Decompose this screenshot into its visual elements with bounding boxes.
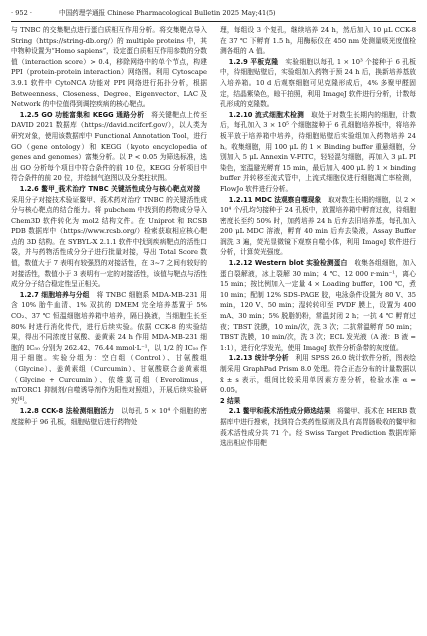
page-number: · 952 · <box>11 9 32 17</box>
section-1-2-8 <box>11 406 207 427</box>
header-rule <box>11 21 416 22</box>
section-heading: 1.2.10 流式细胞术检测 <box>228 110 305 119</box>
left-column <box>11 25 207 633</box>
page-header <box>11 6 416 20</box>
section-1-2-9 <box>220 57 416 110</box>
citation-reference: [6] <box>17 396 25 402</box>
section-heading: 1.2.11 MDC 法观察自噬现象 <box>228 195 322 204</box>
section-1-2-7: 1.2.7 细胞培养与分组 将 TNBC 细胞系 MDA-MB-231 用含 10% 胎牛血清、1% 双抗的 DMEM 完全培养基置于 5% CO₂、37 ℃ 恒温细胞培养箱中培养，隔日换液，当细胞生长至 80% 时进行消化传代，进行后续实验。依据 CCK-8 的实验结果，得出不同浓度甘氨酸、姜黄素 24 h 作用 MDA-MB-231 细胞的 IC₅₀ 分别为 262.42、76.44 mmol·L⁻¹，以 1/2 的 IC₅₀ 作用于细胞。实验分组为：空白组（Control）、甘氨酸组（Glycine）、姜黄素组（Curcumin）、甘氨酸联合姜黄素组（Glycine + Curcumin）、依维莫司组（Everolimus，mTORC1 抑制剂/自噬诱导剂作为阳性对照组），开展后续实验研究[6]。 <box>11 290 207 405</box>
section-body: 取对数生长期的细胞，以 2 × 10⁴ 个/孔均匀接种于 24 孔板中，放置培养箱中孵育过夜，待细胞密度长至约 50% 时，加药培养 24 h 后弃去旧培养基，每孔加入 200 μL MDC 溶液，孵育 40 min 后弃去染液，Assay Buffer 润洗 3 遍，荧光显微镜下观察自噬小体，利用 ImageJ 软件进行分析，计算荧光强度。 <box>220 195 416 257</box>
section-body: 利用 SPSS 26.0 统计软件分析，图表绘制采用 GraphPad Prism 8.0 处理。符合正态分布的计量数据以 x̄ ± s 表示，组间比较采用单因素方差分析，检验水准 α = 0.05。 <box>220 354 416 395</box>
cck8-continued-paragraph: 理，每组设 3 个复孔，继续培养 24 h，然后加入 10 μL CCK-8 在 37 ℃ 下孵育 1.5 h，用酶标仪在 450 nm 处测量吸光度值检测各组的 A 值。 <box>220 26 416 56</box>
section-body: 实验细胞以每孔 1 × 10³ 个接种于 6 孔板中，待细胞贴壁后，实验组加入药物于预 24 h 后，换新培养基放入培养箱。10 d 后观察细胞可见克隆形成后，4% 多聚甲醛固定，结晶紫染色，晾干拍照，利用 ImageJ 软件进行分析，计数每孔形成的克隆数。 <box>220 57 416 109</box>
section-heading: 1.2.8 CCK-8 法检测细胞活力 <box>19 407 115 416</box>
section-heading: 1.2.13 统计学分析 <box>228 354 289 363</box>
section-body: 取处于对数生长期内的细胞，计数后，每孔加入 3 × 10⁵ 个细胞接种于 6 孔细胞培养板中，将培养板平放于培养箱中培养，待细胞贴壁后实验组加入药物培养 24 h。收集细胞，用 100 μL 的 1 × Binding buffer 重悬细胞，分别加入 5 μL Annexin V-FITC，轻轻混匀细胞，再加入 3 μL PI 染色，室温避光孵育 15 min，最后加入 400 μL 的 1 × binding buffer 并转移至流式管中，上流式细胞仪进行细胞凋亡率检测，FlowJo 软件进行分析。 <box>220 110 416 193</box>
section-1-2-5 <box>11 110 207 184</box>
section-heading: 1.2.12 Western blot 实验检测蛋白 <box>228 259 348 268</box>
section-body: 将鳖甲、莪术在 HERB 数据库中进行搜索，找到符合类药性原则及具有高胃肠吸收的鳖甲和莪术活性成分共 71 个。经 Swiss Target Prediction 数据库筛选出相应作用靶 <box>220 407 416 448</box>
section-body: 以每孔 5 × 10⁴ 个细胞的密度接种于 96 孔板，细胞贴壁后进行药物处 <box>11 407 207 426</box>
results-heading: 2 结果 <box>220 396 241 405</box>
section-heading: 1.2.5 GO 功能富集和 KEGG 通路分析 <box>19 110 145 119</box>
section-1-2-13 <box>220 353 416 395</box>
section-heading: 1.2.7 细胞培养与分组 <box>19 290 90 299</box>
section-2-1 <box>220 406 416 448</box>
journal-running-title: 中国药理学通报 Chinese Pharmacological Bulletin 2025 May;41(5) <box>59 9 276 17</box>
section-1-2-12 <box>220 258 416 353</box>
section-body: 将 TNBC 细胞系 MDA-MB-231 用含 10% 胎牛血清、1% 双抗的 DMEM 完全培养基置于 5% CO₂、37 ℃ 恒温细胞培养箱中培养，隔日换液，当细胞生长至 80% 时进行消化传代，进行后续实验。依据 CCK-8 的实验结果，得出不同浓度甘氨酸、姜黄素 24 h 作用 MDA-MB-231 细胞的 IC₅₀ 分别为 262.42、76.44 mmol·L⁻¹，以 1/2 的 IC₅₀ 作用于细胞。实验分组为：空白组（Control）、甘氨酸组（Glycine）、姜黄素组（Curcumin）、甘氨酸联合姜黄素组（Glycine + Curcumin）、依维莫司组（Everolimus，mTORC1 抑制剂/自噬诱导剂作为阳性对照组），开展后续实验研究 <box>11 290 207 405</box>
section-1-2-11 <box>220 195 416 259</box>
section-body: 将关键靶点上传至 DAVID 2021 数据库（https://david.ncifcrf.gov/），以人类为研究对象，使用该数据库中 Functional Annotation Tool，进行 GO（gene ontology）和 KEGG（kyoto encyclopedia of genes and genomes）富集分析。以 P < 0.05 为筛选标准，选出 GO 分析每个项目中符合条件的前 10 位，KEGG 分析项目中符合条件的前 20 位，并绘制气泡图以及分类柱状图。 <box>11 110 207 183</box>
section-1-2-10 <box>220 110 416 195</box>
section-1-2-6 <box>11 184 207 290</box>
section-heading: 1.2.6 鳖甲_莪术治疗 TNBC 关键活性成分与核心靶点对接 <box>19 184 201 193</box>
section-heading: 2.1 鳖甲和莪术活性成分筛选结果 <box>228 407 331 416</box>
right-column <box>220 25 416 633</box>
section-body: 收集各组细胞，加入蛋白裂解液，冰上裂解 30 min；4 ℃、12 000 r·min⁻¹，离心 15 min；按比例加入一定量 4 × Loading buffer，100 ℃，煮 10 min；配制 12% SDS-PAGE 胶，电泳条件设置为 80 V、35 min，120 V、50 min；湿转转印至 PVDF 膜上，设置为 400 mA、30 min；5% 脱脂奶粉，常温封闭 2 h；一抗 4 ℃ 孵育过夜；TBST 洗膜，10 min/次，洗 3 次；二抗常温孵育 50 min；TBST 洗膜，10 min/次，洗 3 次；ECL 发光液（A 液：B 液 = 1:1），进行化学发光，使用 ImageJ 软件分析条带的灰度值。 <box>220 259 416 352</box>
section-body: 采用分子对接技术验证鳖甲、莪术药对治疗 TNBC 的关键活性成分与核心靶点的结合能力。将 pubchem 中找到的药物成分导入 Chem3D 软件转化为 mol2 结构文件。在 Uniprot 和 RCSB PDB 数据库中（https://www.rcsb.org/）检索获取相应核心靶点的 3D 结构。在 SYBYL-X 2.1.1 软件中找到疾病靶点的活性口袋，并与药物活性成分分子进行批量对接，导出 Total Score 数值，数值大于 7 表明有较强烈的对接活性，在 3~7 之间有较好的对接活性，数值小于 3 表明有一定的对接活性，该值与靶点与活性成分分子结合稳定性呈正相关。 <box>11 195 207 289</box>
section-heading: 1.2.9 平板克隆 <box>228 57 279 66</box>
ppi-method-paragraph: 与 TNBC 的交集靶点进行蛋白质相互作用分析。将交集靶点导入 String（https://string-db.org/）的 multiple proteins 中，其中物种设置为“Homo sapiens”，设定蛋白质相互作用参数的分数值（interaction score）> 0.4，移除网络中的单个节点，构建 PPI（protein-protein interaction）网络图。利用 Cytoscape 3.9.1 软件中 CytoNCA 功能对 PPI 网络进行拓扑分析，根据 Betweenness、Closeness、Degree、Eigenvector、LAC 及 Network 的中位值得到调控疾病的核心靶点。 <box>11 26 207 109</box>
